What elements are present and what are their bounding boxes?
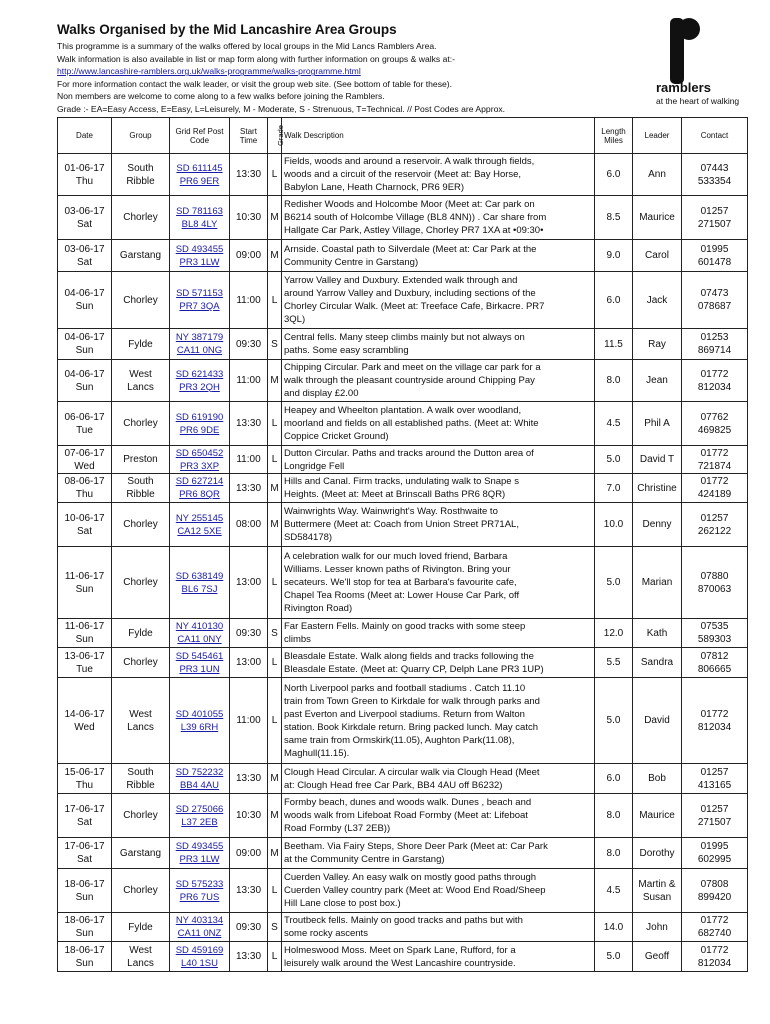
- walk-grid-ref[interactable]: [170, 272, 230, 329]
- walk-group: Garstang: [112, 838, 170, 869]
- walk-length: 7.0: [595, 474, 633, 503]
- grid-ref-link[interactable]: NY 410130: [175, 621, 224, 632]
- walk-grade: M: [268, 764, 282, 794]
- grid-ref-link[interactable]: PR6 7US: [179, 891, 220, 903]
- walk-leader: Maurice: [633, 196, 682, 240]
- walk-description: Arnside. Coastal path to Silverdale (Meet at: Car Park at the Community Centre in Garstang): [282, 240, 595, 272]
- table-row: [58, 678, 748, 764]
- walk-grade: L: [268, 648, 282, 678]
- col-header-date: Date: [58, 118, 112, 154]
- walk-description: Wainwrights Way. Wainwright's Way. Rosthwaite to Buttermere (Meet at: Coach from Union Street PR71AL, SD584178): [282, 503, 595, 547]
- walk-grid-ref[interactable]: [170, 360, 230, 402]
- grid-ref-link[interactable]: SD 493455: [175, 841, 224, 852]
- walk-start-time: 09:30: [230, 913, 268, 942]
- walk-grade: L: [268, 869, 282, 913]
- walk-description: Heapey and Wheelton plantation. A walk over woodland, moorland and fields on all established paths. (Meet at: White Coppice Cricket Ground): [282, 402, 595, 446]
- walk-leader: Christine: [633, 474, 682, 503]
- grid-ref-link[interactable]: L37 2EB: [181, 816, 218, 828]
- walk-date: 01-06-17 Thu: [58, 154, 112, 196]
- walk-contact: 01772 424189: [682, 474, 748, 503]
- walk-contact: 01772 812034: [682, 678, 748, 764]
- walk-grade: S: [268, 329, 282, 360]
- walk-date: 14-06-17 Wed: [58, 678, 112, 764]
- walk-contact: 01772 682740: [682, 913, 748, 942]
- walk-grid-ref[interactable]: [170, 474, 230, 503]
- walk-length: 5.0: [595, 446, 633, 474]
- table-header-row: [58, 118, 748, 154]
- walk-start-time: 13:30: [230, 402, 268, 446]
- grid-ref-link[interactable]: L39 6RH: [180, 721, 219, 733]
- walk-description: Clough Head Circular. A circular walk via Clough Head (Meet at: Clough Head free Car Park, BB4 4AU off B6232): [282, 764, 595, 794]
- walk-grid-ref[interactable]: [170, 678, 230, 764]
- walk-date: 10-06-17 Sat: [58, 503, 112, 547]
- grid-ref-link[interactable]: SD 275066: [175, 803, 224, 815]
- grid-ref-link[interactable]: SD 493455: [175, 243, 224, 255]
- intro-line: For more information contact the walk leader, or visit the group web site. (See bottom of table for these).: [57, 78, 453, 89]
- walk-start-time: 09:30: [230, 329, 268, 360]
- grid-ref-link[interactable]: BL8 4LY: [181, 218, 218, 230]
- grid-ref-link[interactable]: PR3 2QH: [179, 381, 220, 393]
- intro-line: This programme is a summary of the walks offered by local groups in the Mid Lancs Ramblers Area.: [57, 41, 437, 51]
- walk-group: Chorley: [112, 794, 170, 838]
- walk-grade: M: [268, 794, 282, 838]
- walk-leader: Ann: [633, 154, 682, 196]
- table-row: [58, 329, 748, 360]
- grid-ref-link[interactable]: NY 255145: [175, 512, 224, 524]
- walk-date: 17-06-17 Sat: [58, 794, 112, 838]
- walk-contact: 01257 262122: [682, 503, 748, 547]
- walk-length: 5.0: [595, 678, 633, 764]
- walk-length: 5.0: [595, 942, 633, 972]
- walk-grade: L: [268, 547, 282, 619]
- walk-start-time: 11:00: [230, 360, 268, 402]
- grid-ref-link[interactable]: SD 459169: [175, 944, 224, 956]
- walk-leader: Sandra: [633, 648, 682, 678]
- grid-ref-link[interactable]: SD 627214: [175, 476, 224, 487]
- walk-grade: L: [268, 446, 282, 474]
- walk-date: 11-06-17 Sun: [58, 547, 112, 619]
- table-row: [58, 446, 748, 474]
- walk-leader: Jack: [633, 272, 682, 329]
- walk-date: 04-06-17 Sun: [58, 272, 112, 329]
- walk-length: 6.0: [595, 764, 633, 794]
- grid-ref-link[interactable]: NY 387179: [175, 332, 224, 343]
- walk-group: South Ribble: [112, 764, 170, 794]
- walk-start-time: 08:00: [230, 503, 268, 547]
- table-row: [58, 913, 748, 942]
- walk-description: Formby beach, dunes and woods walk. Dunes , beach and woods walk from Lifeboat Road Formby (Meet at: Lifeboat Road Formby (L37 2EB)): [282, 794, 595, 838]
- walk-grid-ref[interactable]: [170, 446, 230, 474]
- walk-grade: M: [268, 196, 282, 240]
- walk-grid-ref[interactable]: [170, 648, 230, 678]
- walk-contact: 07535 589303: [682, 619, 748, 648]
- grid-ref-link[interactable]: CA12 5XE: [177, 525, 222, 537]
- walk-length: 4.5: [595, 869, 633, 913]
- walk-length: 6.0: [595, 272, 633, 329]
- walk-start-time: 13:00: [230, 648, 268, 678]
- walk-description: Holmeswood Moss. Meet on Spark Lane, Rufford, for a leisurely walk around the West Lancashire countryside.: [282, 942, 595, 972]
- walk-length: 5.0: [595, 547, 633, 619]
- walk-leader: Carol: [633, 240, 682, 272]
- walk-description: Central fells. Many steep climbs mainly but not always on paths. Some easy scrambling: [282, 329, 595, 360]
- walks-table-body: [58, 154, 748, 972]
- walk-grade: L: [268, 942, 282, 972]
- grid-ref-link[interactable]: SD 650452: [175, 447, 224, 459]
- walk-group: Chorley: [112, 648, 170, 678]
- intro-line: Walk information is also available in list or map form along with further information on groups & walks at:-: [57, 53, 456, 64]
- walk-group: South Ribble: [112, 154, 170, 196]
- walk-grade: M: [268, 474, 282, 503]
- grid-ref-link[interactable]: SD 638149: [175, 570, 224, 582]
- walk-start-time: 13:30: [230, 154, 268, 196]
- walk-group: Chorley: [112, 402, 170, 446]
- page-title: Walks Organised by the Mid Lancashire Area Groups: [57, 22, 397, 37]
- table-row: [58, 272, 748, 329]
- walk-grade: L: [268, 272, 282, 329]
- col-header-time: Start Time: [230, 118, 268, 154]
- grid-ref-link[interactable]: CA11 0NZ: [177, 928, 222, 939]
- walk-grid-ref[interactable]: [170, 764, 230, 794]
- walk-group: South Ribble: [112, 474, 170, 503]
- col-header-group: Group: [112, 118, 170, 154]
- table-row: [58, 474, 748, 503]
- walk-start-time: 13:30: [230, 474, 268, 503]
- table-row: [58, 648, 748, 678]
- walk-contact: 07880 870063: [682, 547, 748, 619]
- logo-tagline: at the heart of walking: [656, 96, 740, 106]
- table-row: [58, 794, 748, 838]
- grade-legend: Grade :- EA=Easy Access, E=Easy, L=Leisurely, M - Moderate, S - Strenuous, T=Technical. // Post Codes are Approx.: [57, 103, 506, 114]
- walk-grade: M: [268, 838, 282, 869]
- walk-leader: Jean: [633, 360, 682, 402]
- walk-group: Fylde: [112, 329, 170, 360]
- walk-description: Yarrow Valley and Duxbury. Extended walk through and around Yarrow Valley and Duxbury, including sections of the Chorley Circular Walk. (Meet at: Treeface Cafe, Birkacre. PR7 3QL): [282, 272, 595, 329]
- walk-group: Chorley: [112, 196, 170, 240]
- walk-grade: M: [268, 503, 282, 547]
- walk-description: Chipping Circular. Park and meet on the village car park for a walk through the pleasant countryside around Chipping Pay and display £2.00: [282, 360, 595, 402]
- walk-length: 9.0: [595, 240, 633, 272]
- walk-start-time: 09:00: [230, 838, 268, 869]
- walk-grade: M: [268, 360, 282, 402]
- walk-contact: 01772 812034: [682, 942, 748, 972]
- walk-contact: 07443 533354: [682, 154, 748, 196]
- intro-line: Non members are welcome to come along to a few walks before joining the Ramblers.: [57, 91, 385, 102]
- walk-grid-ref[interactable]: [170, 503, 230, 547]
- walk-start-time: 09:00: [230, 240, 268, 272]
- walk-grade: S: [268, 619, 282, 648]
- walk-leader: Denny: [633, 503, 682, 547]
- walk-start-time: 11:00: [230, 272, 268, 329]
- col-header-grid: Grid Ref Post Code: [170, 118, 230, 154]
- walk-grid-ref[interactable]: [170, 240, 230, 272]
- grid-ref-link[interactable]: SD 401055: [175, 708, 224, 720]
- walk-start-time: 11:00: [230, 446, 268, 474]
- table-row: [58, 838, 748, 869]
- walk-leader: David: [633, 678, 682, 764]
- col-header-grade: Grade: [268, 118, 282, 154]
- grid-ref-link[interactable]: SD 571153: [176, 288, 223, 299]
- grid-ref-link[interactable]: CA11 0NY: [177, 634, 222, 645]
- walk-date: 06-06-17 Tue: [58, 402, 112, 446]
- walk-length: 8.0: [595, 360, 633, 402]
- grid-ref-link[interactable]: SD 621433: [175, 368, 224, 380]
- walk-date: 15-06-17 Thu: [58, 764, 112, 794]
- walk-length: 8.0: [595, 794, 633, 838]
- walk-leader: Marian: [633, 547, 682, 619]
- grid-ref-link[interactable]: SD 575233: [175, 878, 224, 890]
- walk-contact: 07762 469825: [682, 402, 748, 446]
- walk-length: 8.0: [595, 838, 633, 869]
- walk-group: Chorley: [112, 272, 170, 329]
- walk-leader: Maurice: [633, 794, 682, 838]
- walk-leader: Dorothy: [633, 838, 682, 869]
- walk-start-time: 13:30: [230, 869, 268, 913]
- grid-ref-link[interactable]: SD 752232: [175, 766, 224, 778]
- walk-leader: Martin & Susan: [633, 869, 682, 913]
- walk-length: 6.0: [595, 154, 633, 196]
- table-row: [58, 240, 748, 272]
- walk-contact: 01257 271507: [682, 794, 748, 838]
- walk-group: Garstang: [112, 240, 170, 272]
- grid-ref-link[interactable]: PR6 9ER: [179, 175, 220, 187]
- grid-ref-link[interactable]: CA11 0NG: [176, 345, 223, 356]
- walk-grade: M: [268, 240, 282, 272]
- walk-group: West Lancs: [112, 360, 170, 402]
- logo-wordmark: ramblers: [656, 80, 711, 95]
- walk-start-time: 13:30: [230, 764, 268, 794]
- walk-grid-ref[interactable]: [170, 794, 230, 838]
- grid-ref-link[interactable]: PR3 1UN: [179, 663, 220, 675]
- walk-length: 11.5: [595, 329, 633, 360]
- col-header-length: Length Miles: [595, 118, 633, 154]
- walk-description: Dutton Circular. Paths and tracks around the Dutton area of Longridge Fell: [282, 446, 595, 474]
- walk-group: Fylde: [112, 913, 170, 942]
- walk-date: 18-06-17 Sun: [58, 942, 112, 972]
- walk-grid-ref[interactable]: [170, 196, 230, 240]
- walk-description: Troutbeck fells. Mainly on good tracks and paths but with some rocky ascents: [282, 913, 595, 942]
- walk-description: North Liverpool parks and football stadiums . Catch 11.10 train from Town Green to Kirkdale for walk through parks and past Everton and Liverpool stadiums. Return from Walton station. Book Kirkdale return. Bring packed lunch. May catch same train from Ormskirk(11.05), Aughton Park(11.08), Maghull(11.15).: [282, 678, 595, 764]
- walk-date: 11-06-17 Sun: [58, 619, 112, 648]
- walk-grid-ref[interactable]: [170, 869, 230, 913]
- walk-length: 12.0: [595, 619, 633, 648]
- walks-table: [57, 117, 748, 972]
- walk-group: Fylde: [112, 619, 170, 648]
- grid-ref-link[interactable]: PR6 8QR: [179, 489, 220, 500]
- walk-leader: Geoff: [633, 942, 682, 972]
- grid-ref-link[interactable]: NY 403134: [175, 915, 224, 926]
- walk-date: 07-06-17 Wed: [58, 446, 112, 474]
- grid-ref-link[interactable]: SD 545461: [175, 650, 224, 662]
- walk-group: West Lancs: [112, 678, 170, 764]
- walk-description: Redisher Woods and Holcombe Moor (Meet at: Car park on B6214 south of Holcombe Village (BL8 4NN)) . Car share from Hallgate Car Park, Astley Village, Chorley PR7 1XA at •09:30•: [282, 196, 595, 240]
- grid-ref-link[interactable]: PR3 1LW: [179, 256, 220, 268]
- walk-leader: Ray: [633, 329, 682, 360]
- walk-start-time: 10:30: [230, 794, 268, 838]
- walk-leader: Bob: [633, 764, 682, 794]
- walk-contact: 01772 721874: [682, 446, 748, 474]
- walk-date: 17-06-17 Sat: [58, 838, 112, 869]
- table-row: [58, 402, 748, 446]
- table-row: [58, 547, 748, 619]
- walk-grid-ref[interactable]: [170, 547, 230, 619]
- walk-contact: 07812 806665: [682, 648, 748, 678]
- walk-date: 18-06-17 Sun: [58, 869, 112, 913]
- walk-contact: 01995 602995: [682, 838, 748, 869]
- grid-ref-link[interactable]: SD 619190: [175, 411, 224, 423]
- grid-ref-link[interactable]: BL6 7SJ: [181, 583, 218, 595]
- walk-contact: 07473 078687: [682, 272, 748, 329]
- walk-date: 13-06-17 Tue: [58, 648, 112, 678]
- table-row: [58, 360, 748, 402]
- walk-grid-ref[interactable]: [170, 913, 230, 942]
- grid-ref-link[interactable]: PR3 1LW: [179, 854, 220, 865]
- walk-grid-ref[interactable]: [170, 942, 230, 972]
- walk-contact: 07808 899420: [682, 869, 748, 913]
- walk-grade: L: [268, 154, 282, 196]
- grid-ref-link[interactable]: BB4 4AU: [179, 779, 220, 791]
- walk-start-time: 09:30: [230, 619, 268, 648]
- walk-description: Hills and Canal. Firm tracks, undulating walk to Snape s Heights. (Meet at: Meet at Brinscall Baths PR6 8QR): [282, 474, 595, 503]
- col-header-contact: Contact: [682, 118, 748, 154]
- table-row: [58, 619, 748, 648]
- walk-group: Chorley: [112, 547, 170, 619]
- walk-date: 04-06-17 Sun: [58, 360, 112, 402]
- walk-length: 5.5: [595, 648, 633, 678]
- grid-ref-link[interactable]: SD 781163: [176, 205, 223, 217]
- walk-length: 14.0: [595, 913, 633, 942]
- walk-group: Chorley: [112, 869, 170, 913]
- walk-start-time: 10:30: [230, 196, 268, 240]
- walk-description: A celebration walk for our much loved friend, Barbara Williams. Lesser known paths of Rivington. Bring your secateurs. We'll stop for tea at Barbara's favourite cafe, Chapel Tea Rooms (Meet at: Lower House Car Park, off Rivington Road): [282, 547, 595, 619]
- grid-ref-link[interactable]: PR3 3XP: [179, 460, 220, 472]
- walk-contact: 01253 869714: [682, 329, 748, 360]
- intro-text: [57, 40, 617, 116]
- col-header-description: Walk Description: [282, 118, 595, 154]
- walk-leader: Kath: [633, 619, 682, 648]
- walk-contact: 01995 601478: [682, 240, 748, 272]
- walk-grade: L: [268, 402, 282, 446]
- grid-ref-link[interactable]: L40 1SU: [181, 957, 218, 969]
- walk-start-time: 13:30: [230, 942, 268, 972]
- walk-grid-ref[interactable]: [170, 402, 230, 446]
- walk-leader: Phil A: [633, 402, 682, 446]
- table-row: [58, 503, 748, 547]
- walk-grid-ref[interactable]: [170, 619, 230, 648]
- walk-description: Beetham. Via Fairy Steps, Shore Deer Park (Meet at: Car Park at the Community Centre in Garstang): [282, 838, 595, 869]
- walk-group: Chorley: [112, 503, 170, 547]
- walk-contact: 01257 271507: [682, 196, 748, 240]
- col-header-leader: Leader: [633, 118, 682, 154]
- grid-ref-link[interactable]: PR6 9DE: [179, 424, 220, 436]
- walk-date: 08-06-17 Thu: [58, 474, 112, 503]
- walk-grid-ref[interactable]: [170, 154, 230, 196]
- grid-ref-link[interactable]: SD 611145: [176, 162, 223, 174]
- walk-contact: 01257 413165: [682, 764, 748, 794]
- walk-start-time: 13:00: [230, 547, 268, 619]
- table-row: [58, 154, 748, 196]
- walk-group: Preston: [112, 446, 170, 474]
- walk-length: 8.5: [595, 196, 633, 240]
- walk-grade: L: [268, 678, 282, 764]
- walk-date: 03-06-17 Sat: [58, 240, 112, 272]
- walk-description: Bleasdale Estate. Walk along fields and tracks following the Bleasdale Estate. (Meet at: Quarry CP, Delph Lane PR3 1UP): [282, 648, 595, 678]
- walk-grid-ref[interactable]: [170, 329, 230, 360]
- grid-ref-link[interactable]: PR7 3QA: [179, 301, 220, 312]
- walk-leader: David T: [633, 446, 682, 474]
- table-row: [58, 764, 748, 794]
- table-row: [58, 196, 748, 240]
- walk-length: 10.0: [595, 503, 633, 547]
- walk-description: Fields, woods and around a reservoir. A walk through fields, woods and a circuit of the reservoir (Meet at: Bay Horse, Babylon Lane, Heath Charnock, PR6 9ER): [282, 154, 595, 196]
- walk-start-time: 11:00: [230, 678, 268, 764]
- walk-date: 03-06-17 Sat: [58, 196, 112, 240]
- ramblers-r-logo-icon: [670, 18, 700, 84]
- walk-leader: John: [633, 913, 682, 942]
- walk-grid-ref[interactable]: [170, 838, 230, 869]
- walk-date: 18-06-17 Sun: [58, 913, 112, 942]
- walk-grade: S: [268, 913, 282, 942]
- walk-length: 4.5: [595, 402, 633, 446]
- table-row: [58, 869, 748, 913]
- walk-description: Far Eastern Fells. Mainly on good tracks with some steep climbs: [282, 619, 595, 648]
- walks-programme-link[interactable]: http://www.lancashire-ramblers.org.uk/walks-programme/walks-programme.html: [57, 66, 361, 77]
- walk-group: West Lancs: [112, 942, 170, 972]
- table-row: [58, 942, 748, 972]
- walk-date: 04-06-17 Sun: [58, 329, 112, 360]
- walk-contact: 01772 812034: [682, 360, 748, 402]
- header: [57, 22, 617, 116]
- walk-description: Cuerden Valley. An easy walk on mostly good paths through Cuerden Valley country park (Meet at: Wood End Road/Sheep Hill Lane close to post box.): [282, 869, 595, 913]
